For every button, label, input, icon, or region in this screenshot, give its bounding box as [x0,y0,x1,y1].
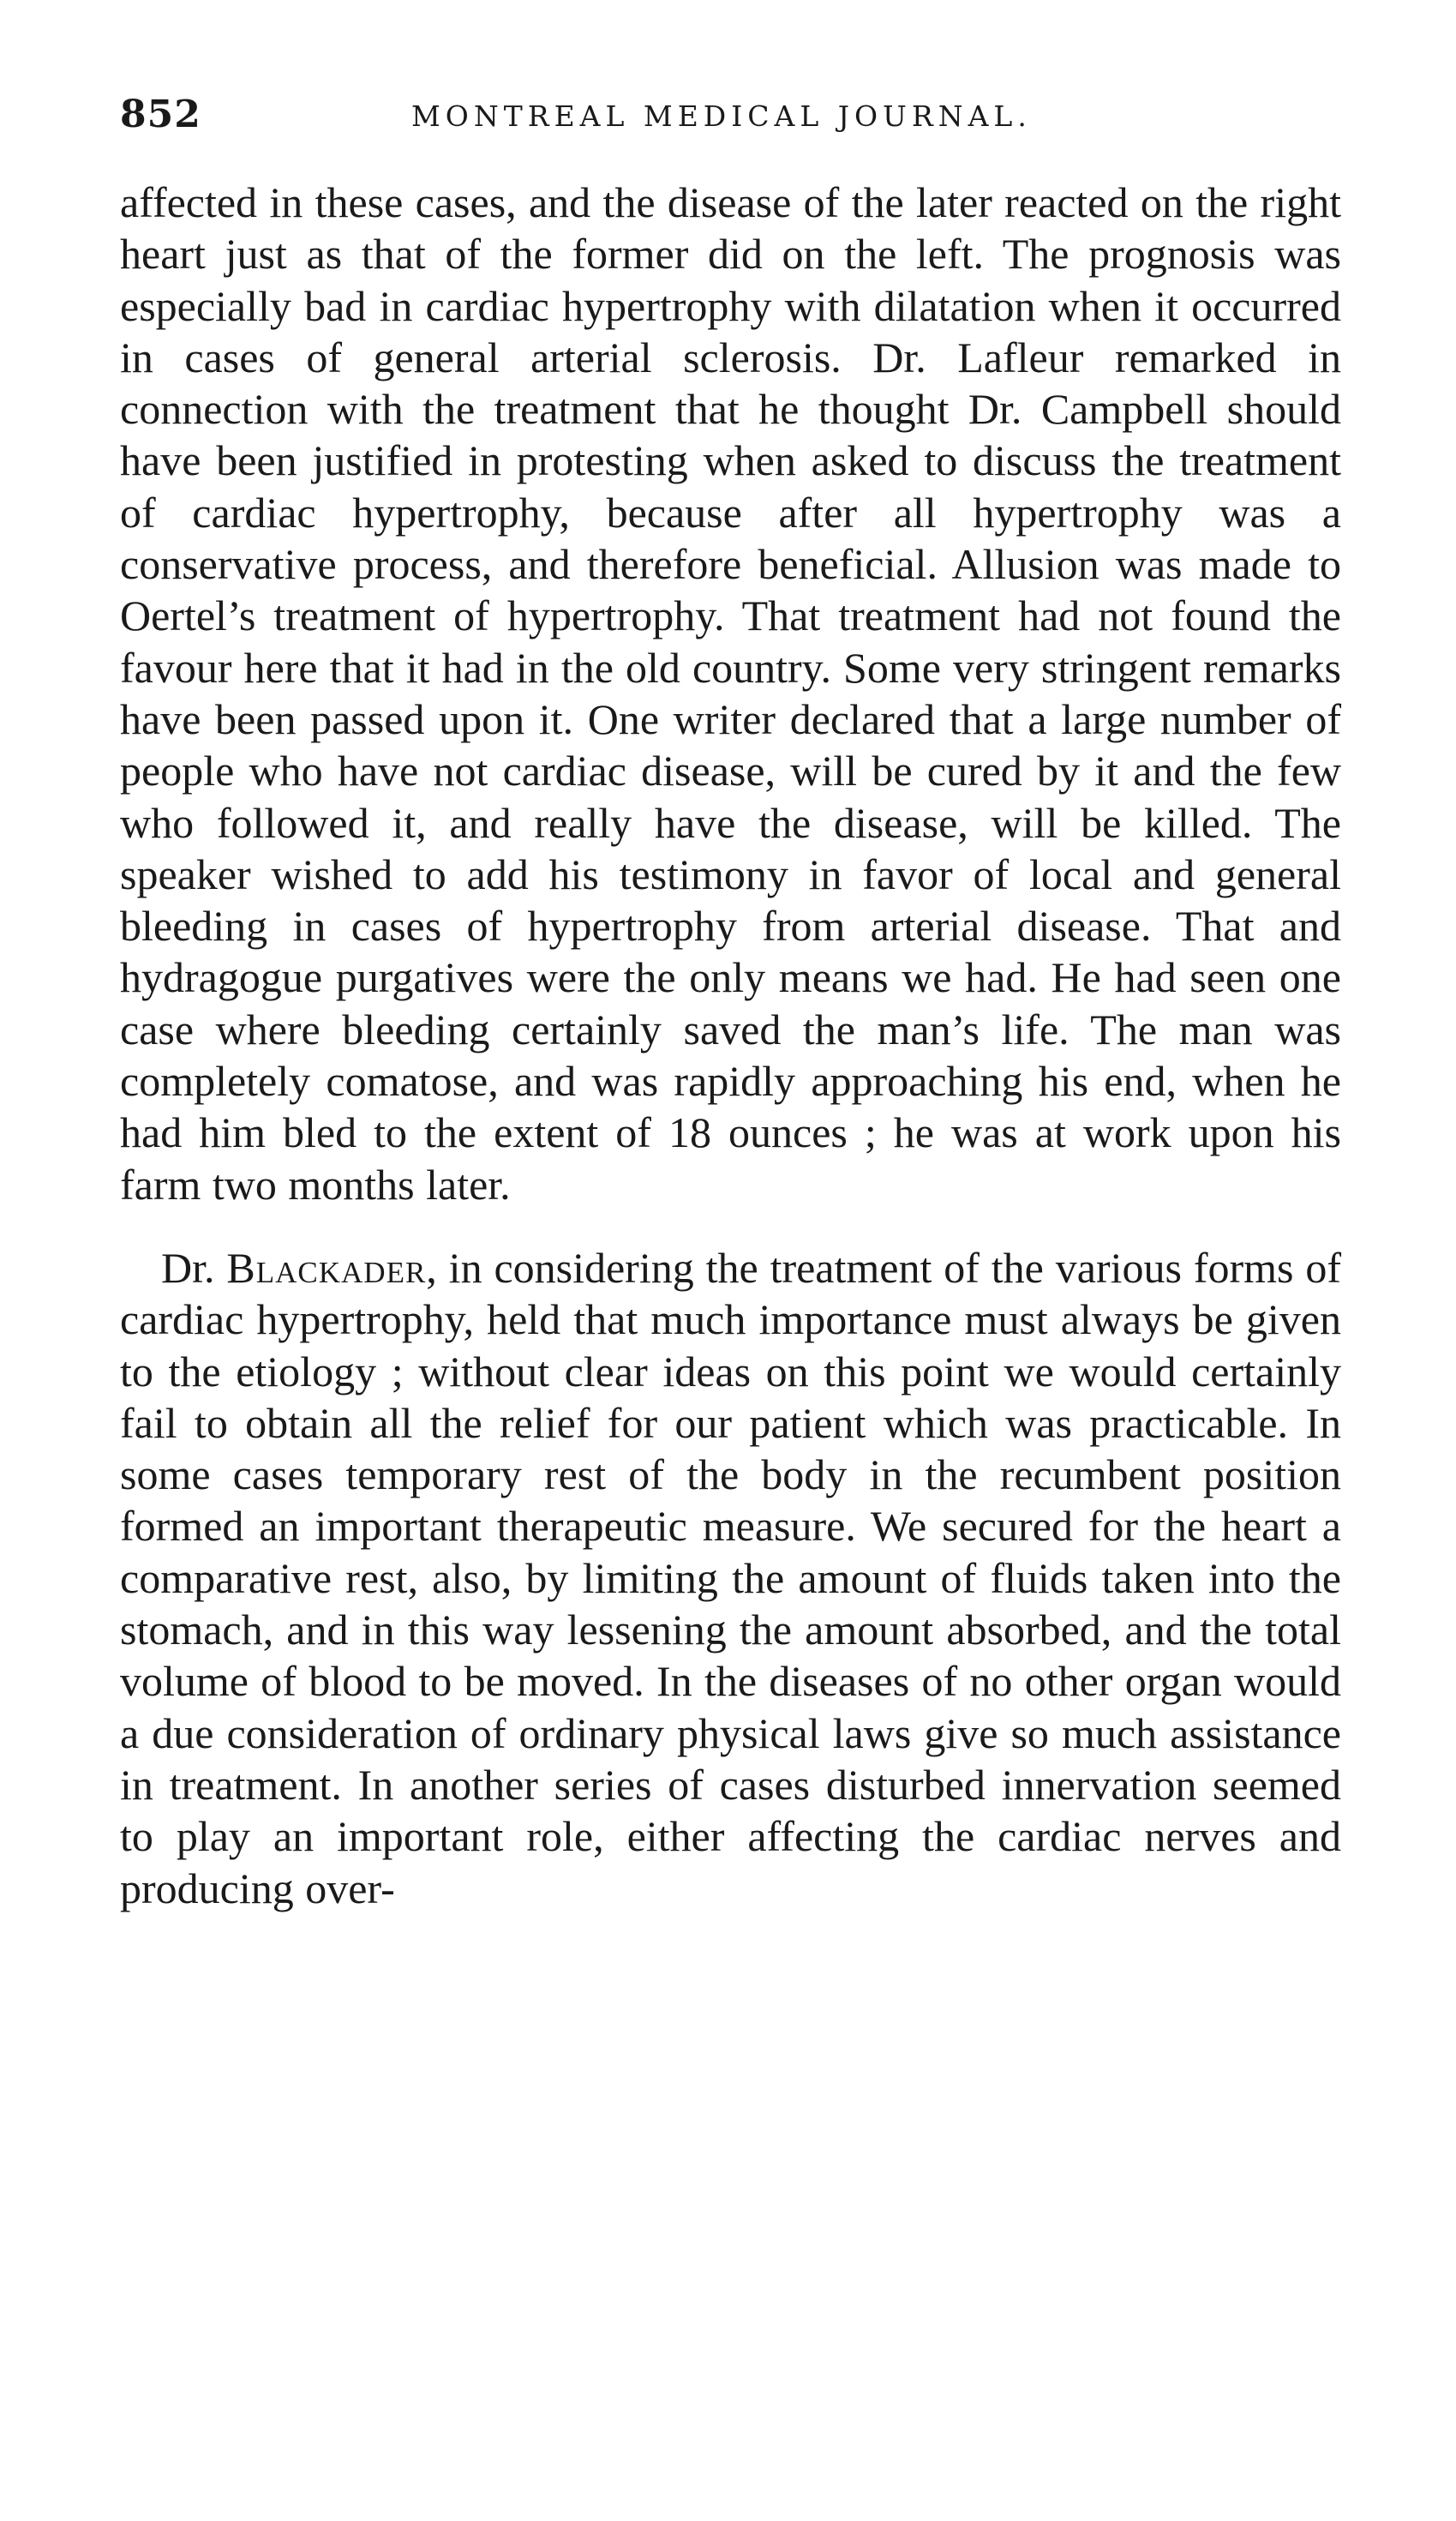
page-header [120,93,1337,144]
speaker-prefix: Dr. [161,1243,215,1292]
article-body [120,177,1341,1914]
running-head: MONTREAL MEDICAL JOURNAL. [411,99,1032,133]
paragraph-1: affected in these cases, and the disease of the later reacted on the right heart just as that of the former did on the left. The prognosis was especially bad in cardiac hypertrophy with dilatation when it occurred in cases of general arterial sclerosis. Dr. Lafleur remarked in connection with the treatment that he thought Dr. Campbell should have been justified in protesting when asked to discuss the treatment of cardiac hypertrophy, because after all hypertrophy was a conservative process, and therefore beneficial. Allusion was made to Oertel’s treatment of hypertrophy. That treatment had not found the favour here that it had in the old country. Some very stringent remarks have been passed upon it. One writer declared that a large number of people who have not cardiac disease, will be cured by it and the few who followed it, and really have the disease, will be killed. The speaker wished to add his testimony in favor of local and general bleeding in cases of hypertrophy from arterial disease. That and hydragogue purgatives were the only means we had. He had seen one case where bleeding certainly saved the man’s life. The man was completely comatose, and was rapidly approaching his end, when he had him bled to the extent of 18 ounces ; he was at work upon his farm two months later. [120,178,1341,1209]
page-number: 852 [120,93,201,136]
paragraph-2-text: , in considering the treatment of the various forms of cardiac hypertrophy, held that much importance must always be given to the etiology ; without clear ideas on this point we would certainly fail to obtain all the relief for our patient which was practicable. In some cases temporary rest of the body in the recumbent position formed an important therapeutic measure. We secured for the heart a comparative rest, also, by limiting the amount of fluids taken into the stomach, and in this way lessening the amount absorbed, and the total volume of blood to be moved. In the diseases of no other organ would a due consideration of ordinary physical laws give so much assistance in treatment. In another series of cases disturbed innervation seemed to play an important role, either affecting the cardiac nerves and producing over- [120,1243,1342,1912]
paragraph-2 [120,1242,1341,1914]
speaker-name: Blackader [226,1243,427,1292]
